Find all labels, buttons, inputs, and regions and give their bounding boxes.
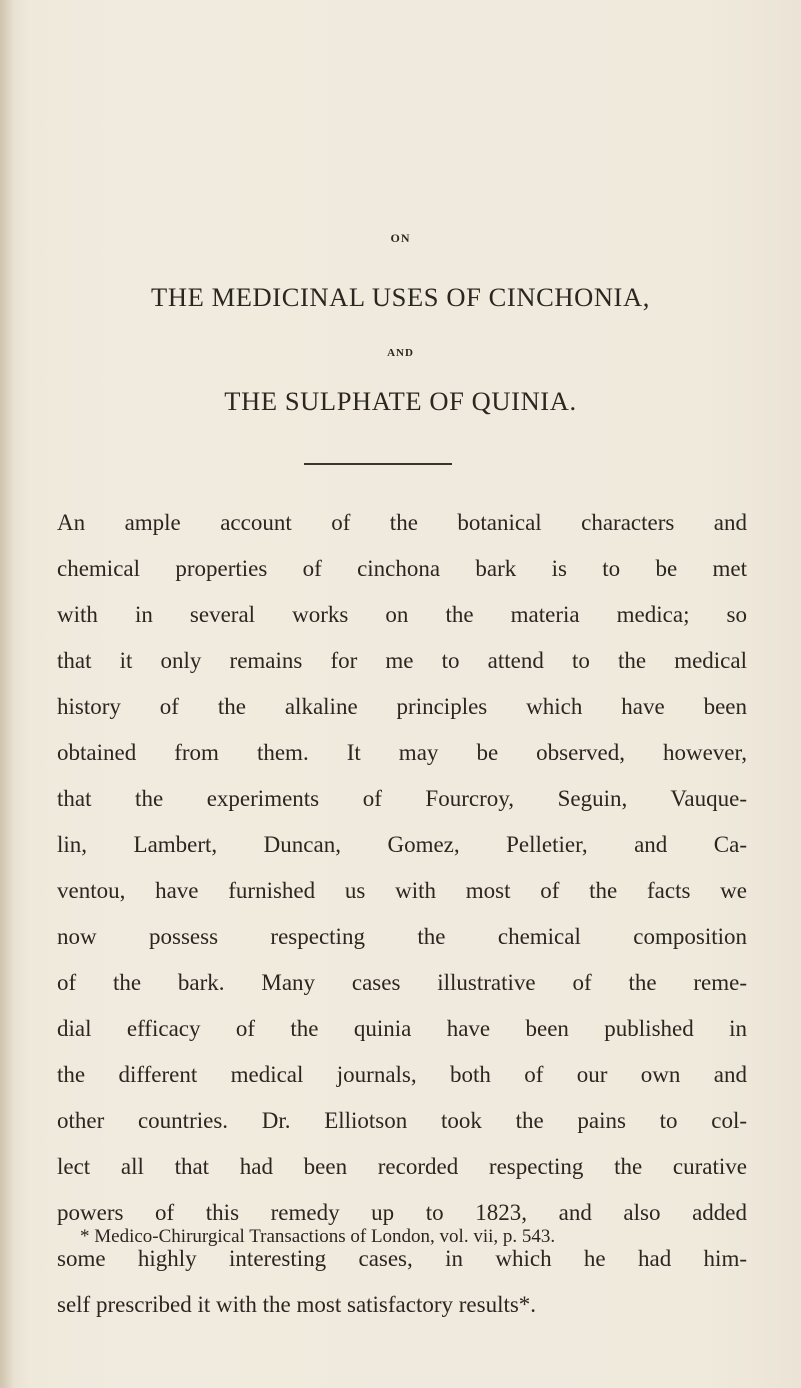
footnote: * Medico-Chirurgical Transactions of London, vol. vii, p. 543. [80, 1226, 556, 1247]
body-line: of the bark. Many cases illustrative of the reme- [57, 970, 747, 995]
body-line: obtained from them. It may be observed, however, [57, 740, 747, 765]
body-line: self prescribed it with the most satisfactory results*. [57, 1292, 537, 1317]
body-line: An ample account of the botanical characters and [57, 510, 747, 535]
body-line: chemical properties of cinchona bark is to be met [57, 556, 747, 581]
body-line: now possess respecting the chemical composition [57, 924, 747, 949]
title-line-2: THE SULPHATE OF QUINIA. [224, 386, 577, 416]
body-line: dial efficacy of the quinia have been published in [57, 1016, 747, 1041]
body-line: other countries. Dr. Elliotson took the pains to col- [57, 1108, 747, 1133]
section-rule [304, 463, 452, 465]
title-line-1: THE MEDICINAL USES OF CINCHONIA, [151, 282, 650, 312]
heading-and: AND [387, 347, 414, 359]
body-line: history of the alkaline principles which have been [57, 694, 747, 719]
body-line: the different medical journals, both of our own and [57, 1062, 747, 1087]
body-line: with in several works on the materia medica; so [57, 602, 747, 627]
body-line: ventou, have furnished us with most of the facts we [57, 878, 747, 903]
body-line: some highly interesting cases, in which he had him- [57, 1246, 747, 1271]
body-line: lect all that had been recorded respecting the curative [57, 1154, 747, 1179]
body-line: that the experiments of Fourcroy, Seguin, Vauque- [57, 786, 747, 811]
body-paragraph [57, 500, 747, 1328]
body-line: powers of this remedy up to 1823, and also added [57, 1200, 747, 1225]
body-line: lin, Lambert, Duncan, Gomez, Pelletier, and Ca- [57, 832, 747, 857]
binding-shadow [0, 0, 14, 1388]
body-line: that it only remains for me to attend to the medical [57, 648, 747, 673]
heading-on: ON [390, 231, 411, 245]
